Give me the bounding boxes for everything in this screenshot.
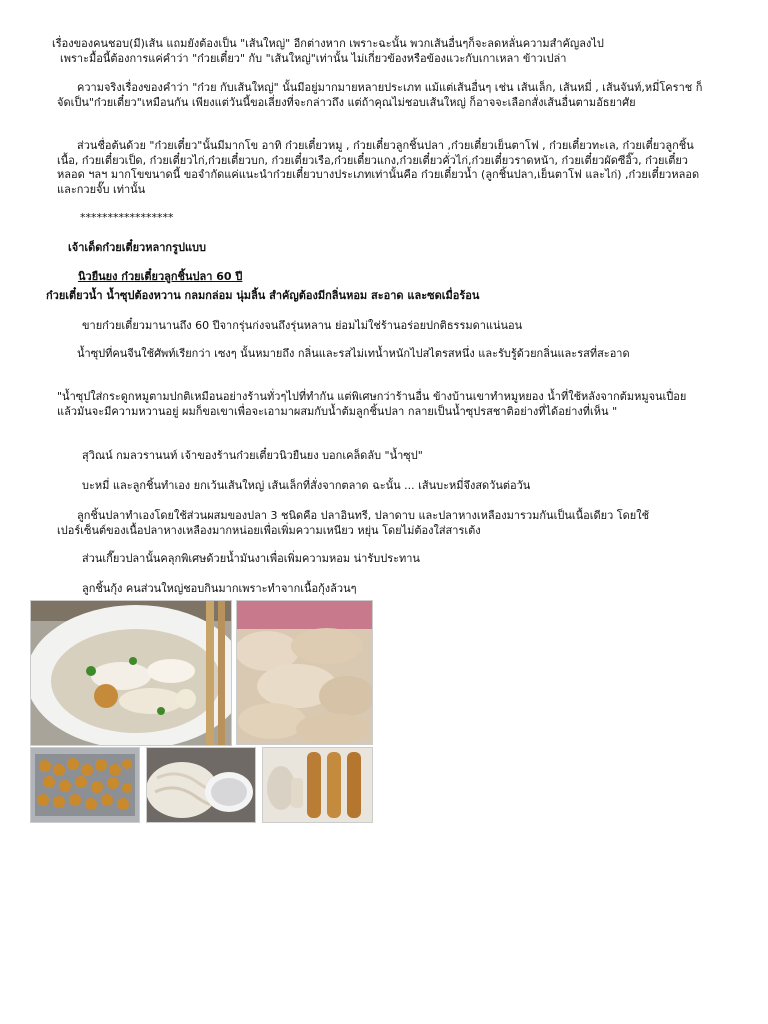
paragraph-soup-meaning: น้ำซุปที่คนจีนใช้ศัพท์เรียกว่า เซงๆ นั้นหมายถึง กลิ่นและรสไม่เทน้ำหนักไปสไตรสหนึ่ง และรับรู้ด้วยกลิ่นและรสที่สะอาด: [77, 347, 630, 360]
separator-stars: *****************: [80, 211, 174, 224]
paragraph-history: ขายก๋วยเตี๋ยวมานานถึง 60 ปีจากรุ่นก่งจนถึงรุ่นหลาน ย่อมไม่ใช่ร้านอร่อยปกติธรรมดาแน่นอน: [82, 319, 523, 332]
fishball-noodle-bowl-photo: [30, 600, 232, 746]
intro-line-1: เรื่องของคนชอบ(มี)เส้น แถมยังต้องเป็น "เส้นใหญ่" อีกต่างหาก เพราะฉะนั้น พวกเส้นอื่นๆก็จะลดหลั่นความสำคัญลงไป: [52, 37, 604, 50]
section-heading: เจ้าเด็ดก๋วยเตี๋ยวหลากรูปแบบ: [68, 241, 207, 254]
intro-line-2: เพราะมื้อนี้ต้องการแค่คำว่า "ก๋วยเตี๋ยว" กับ "เส้นใหญ่"เท่านั้น ไม่เกี่ยวข้องหรือข้องแวะกับเกาเหลา ข้าวเปล่า: [60, 52, 567, 65]
fried-fishballs-tray-photo: [30, 747, 140, 823]
paragraph-owner-credit: สุวิณน์ กมลวรานนท์ เจ้าของร้านก๋วยเตี๋ยวนิวยืนยง บอกเคล็ดลับ "น้ำซุป": [82, 449, 423, 462]
paragraph-shrimp-ball: ลูกชิ้นกุ้ง คนส่วนใหญ่ชอบกินมากเพราะทำจากเนื้อกุ้งล้วนๆ: [82, 582, 357, 595]
paragraph-fishball-recipe: ลูกชิ้นปลาทำเองโดยใช้ส่วนผสมของปลา 3 ชนิดคือ ปลาอินทรี, ปลาดาบ และปลาหางเหลืองมารวมกันเป็นเนื้อเดียว โดยใช้เปอร์เซ็นต์ของเนื้อปลาหางเหลืองมากหน่อยเพื่อเพิ่มความเหนียว หยุ่น โดยไม่ต้องใส่สารเต้ง: [57, 509, 650, 537]
paragraph-noodle-types: ความจริงเรื่องของคำว่า "ก๋วย กับเส้นใหญ่" นั้นมีอยู่มากมายหลายประเภท แม้แต่เส้นอื่นๆ เช่น เส้นเล็ก, เส้นหมี่ , เส้นจันท์,หมี่โคราช ก็จัดเป็น"ก๋วยเตี๋ยว"เหมือนกัน เพียงแต่วันนี้ขอเลี่ยงที่จะกล่าวถึง แต่ถ้าคุณไม่ชอบเส้นใหญ่ ก็อาจจะเลือกสั่งเส้นอื่นตามอัธยาศัย: [57, 81, 703, 109]
paragraph-owner-quote: "น้ำซุปใส่กระดูกหมูตามปกติเหมือนอย่างร้านทั่วๆไปที่ทำกัน แต่พิเศษกว่าร้านอื่น ข้างบ้านเขาทำหมูหยอง น้ำที่ใช้หลังจากต้มหมูจนเปื่อย แล้วมันจะมีความหวานอยู่ ผมก็ขอเขาเพื่อจะเอามาผสมกับน้ำต้มลูกชิ้นปลา กลายเป็นน้ำซุปรสชาติอย่างที่ได้อย่างที่เห็น ": [57, 390, 687, 418]
shop-title: นิวยืนยง ก๋วยเตี๋ยวลูกชิ้นปลา 60 ปี: [78, 270, 243, 283]
paragraph-fish-dumpling: ส่วนเกี๊ยวปลานั้นคลุกพิเศษด้วยน้ำมันงาเพื่อเพิ่มความหอม น่ารับประทาน: [82, 552, 420, 565]
fish-rolls-photo: [262, 747, 373, 823]
noodles-and-soup-bowl-photo: [146, 747, 256, 823]
fish-dumpling-wrappers-photo: [236, 600, 373, 745]
shop-subtitle: ก๋วยเตี๋ยวน้ำ น้ำซุปต้องหวาน กลมกล่อม นุ่มลิ้น สำคัญต้องมีกลิ่นหอม สะอาด และซดเมื่อร้อน: [46, 289, 480, 302]
paragraph-noodles-fresh: บะหมี่ และลูกชิ้นทำเอง ยกเว้นเส้นใหญ่ เส้นเล็กที่สั่งจากตลาด ฉะนั้น ... เส้นบะหมี่จึงสดวันต่อวัน: [82, 479, 531, 492]
paragraph-noodle-list: ส่วนชื่อต้นด้วย "ก๋วยเตี๋ยว"นั้นมีมากโข อาทิ ก๋วยเตี๋ยวหมู , ก๋วยเตี๋ยวลูกชิ้นปลา ,ก๋วยเตี๋ยวเย็นตาโฟ , ก๋วยเตี๋ยวทะเล, ก๋วยเตี๋ยวลูกชิ้นเนื้อ, ก๋วยเตี๋ยวเป็ด, ก๋วยเตี๋ยวไก่,ก๋วยเตี๋ยวบก, ก๋วยเตี๋ยวเรือ,ก๋วยเตี๋ยวแกง,ก๋วยเตี๋ยวคั่วไก่,ก๋วยเตี๋ยวราดหน้า, ก๋วยเตี๋ยวผัดซีอิ๊ว, ก๋วยเตี๋ยวหลอด ฯลฯ มากโขขนาดนี้ ขอจำกัดแค่แนะนำก๋วยเตี๋ยวบางประเภทเท่านั้นคือ ก๋วยเตี๋ยวน้ำ (ลูกชิ้นปลา,เย็นตาโฟ และไก่) ,ก๋วยเตี๋ยวหลอด และกวยจั๊บ เท่านั้น: [57, 139, 700, 196]
